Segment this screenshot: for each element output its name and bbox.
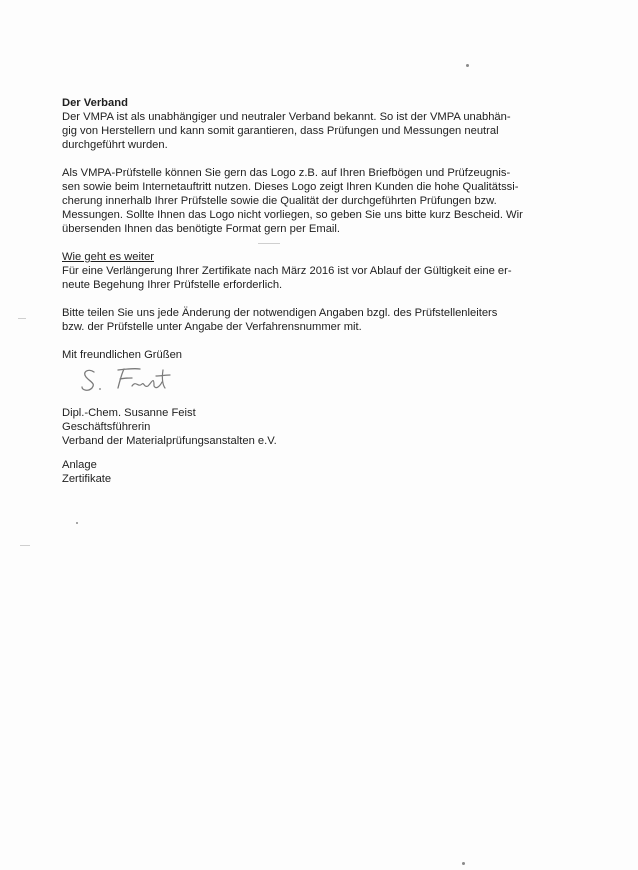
closing-salutation: Mit freundlichen Grüßen xyxy=(62,349,183,361)
paragraph-line: übersenden Ihnen das benötigte Format gern per Email. xyxy=(62,223,340,235)
paragraph-line: Für eine Verlängerung Ihrer Zertifikate nach März 2016 ist vor Ablauf der Gültigkeit eine er- xyxy=(62,265,512,277)
scan-speck xyxy=(462,862,465,865)
signatory-organization: Verband der Materialprüfungsanstalten e.V. xyxy=(62,435,277,447)
paragraph-line: sen sowie beim Internetauftritt nutzen. Dieses Logo zeigt Ihren Kunden die hohe Qualitätssi- xyxy=(62,181,519,193)
section-title-next-steps: Wie geht es weiter xyxy=(62,251,155,263)
scan-mark xyxy=(18,318,26,319)
handwritten-signature xyxy=(62,362,534,398)
letter-body xyxy=(62,96,534,486)
signatory-name: Dipl.-Chem. Susanne Feist xyxy=(62,407,196,419)
attachment-item: Zertifikate xyxy=(62,473,112,485)
paragraph-line: Der VMPA ist als unabhängiger und neutraler Verband bekannt. So ist der VMPA unabhän- xyxy=(62,111,511,123)
paragraph-line: bzw. der Prüfstelle unter Angabe der Verfahrensnummer mit. xyxy=(62,321,362,333)
attachment-label: Anlage xyxy=(62,459,97,471)
signatory-role: Geschäftsführerin xyxy=(62,421,151,433)
section-title-verband: Der Verband xyxy=(62,97,128,109)
paragraph-line: cherung innerhalb Ihrer Prüfstelle sowie die Qualität der durchgeführten Prüfungen bzw. xyxy=(62,195,497,207)
scan-speck xyxy=(466,64,469,67)
paragraph-line: durchgeführt wurden. xyxy=(62,139,168,151)
paragraph-line: gig von Herstellern und kann somit garantieren, dass Prüfungen und Messungen neutral xyxy=(62,125,499,137)
paragraph-line: Messungen. Sollte Ihnen das Logo nicht vorliegen, so geben Sie uns bitte kurz Bescheid. Wir xyxy=(62,209,523,221)
scan-mark xyxy=(20,545,30,546)
paragraph-line: Bitte teilen Sie uns jede Änderung der notwendigen Angaben bzgl. des Prüfstellenleiters xyxy=(62,307,498,319)
paragraph-line: Als VMPA-Prüfstelle können Sie gern das Logo z.B. auf Ihren Briefbögen und Prüfzeugnis- xyxy=(62,167,511,179)
paragraph-line: neute Begehung Ihrer Prüfstelle erforderlich. xyxy=(62,279,283,291)
signature-drawing xyxy=(80,364,190,396)
scan-speck xyxy=(76,522,78,524)
